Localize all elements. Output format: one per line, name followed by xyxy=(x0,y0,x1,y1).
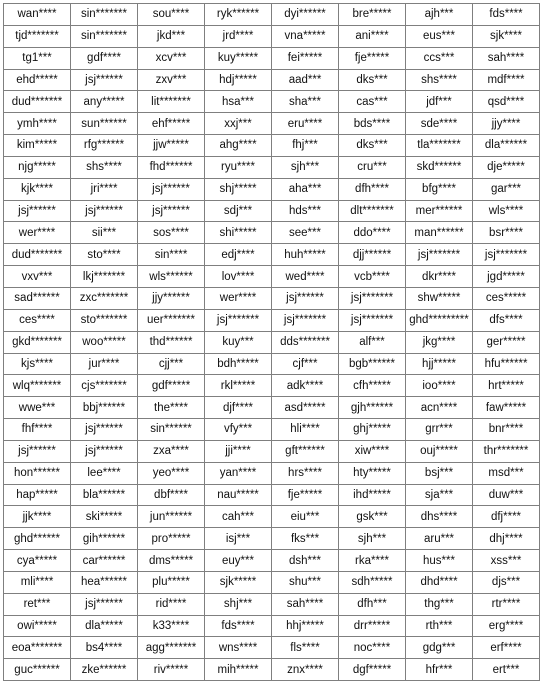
table-cell: cru*** xyxy=(339,156,406,178)
table-row xyxy=(4,113,540,135)
table-cell: rkl***** xyxy=(205,375,272,397)
table-cell: sin******* xyxy=(71,25,138,47)
table-cell: xcv*** xyxy=(138,47,205,69)
table-row xyxy=(4,331,540,353)
table-cell: znx**** xyxy=(272,659,339,681)
table-cell: fds**** xyxy=(473,4,540,26)
table-cell: fje***** xyxy=(272,484,339,506)
table-cell: sdj*** xyxy=(205,200,272,222)
table-cell: wns**** xyxy=(205,637,272,659)
table-cell: wed**** xyxy=(272,266,339,288)
table-cell: sja*** xyxy=(406,484,473,506)
table-cell: rth*** xyxy=(406,615,473,637)
table-cell: hea****** xyxy=(71,571,138,593)
table-cell: lee**** xyxy=(71,462,138,484)
table-cell: dla***** xyxy=(71,615,138,637)
table-cell: dms***** xyxy=(138,550,205,572)
table-cell: mer****** xyxy=(406,200,473,222)
table-cell: vfy*** xyxy=(205,419,272,441)
table-cell: zxc******* xyxy=(71,287,138,309)
table-cell: aad*** xyxy=(272,69,339,91)
table-cell: sah**** xyxy=(473,47,540,69)
table-cell: gdg*** xyxy=(406,637,473,659)
table-cell: sou**** xyxy=(138,4,205,26)
table-row xyxy=(4,47,540,69)
table-cell: kuy*** xyxy=(205,331,272,353)
table-cell: ddo**** xyxy=(339,222,406,244)
table-cell: gsk*** xyxy=(339,506,406,528)
table-cell: ces***** xyxy=(473,287,540,309)
table-cell: hus*** xyxy=(406,550,473,572)
table-row xyxy=(4,375,540,397)
table-row xyxy=(4,135,540,157)
table-cell: hty***** xyxy=(339,462,406,484)
table-cell: sin****** xyxy=(138,419,205,441)
table-cell: bgb****** xyxy=(339,353,406,375)
table-cell: wer**** xyxy=(4,222,71,244)
table-cell: lkj******* xyxy=(71,266,138,288)
table-cell: ymh**** xyxy=(4,113,71,135)
table-cell: shj*** xyxy=(205,593,272,615)
table-cell: jsj******* xyxy=(473,244,540,266)
table-cell: any***** xyxy=(71,91,138,113)
table-cell: bbj****** xyxy=(71,397,138,419)
table-cell: dkr**** xyxy=(406,266,473,288)
table-cell: shj***** xyxy=(205,178,272,200)
table-cell: jsj******* xyxy=(339,309,406,331)
table-cell: shs**** xyxy=(71,156,138,178)
table-cell: man****** xyxy=(406,222,473,244)
table-cell: sjk**** xyxy=(473,25,540,47)
table-cell: lov**** xyxy=(205,266,272,288)
table-row xyxy=(4,419,540,441)
table-cell: alf*** xyxy=(339,331,406,353)
table-cell: sah**** xyxy=(272,593,339,615)
table-cell: sjh*** xyxy=(272,156,339,178)
table-cell: erg**** xyxy=(473,615,540,637)
table-cell: hjj***** xyxy=(406,353,473,375)
table-cell: kjk**** xyxy=(4,178,71,200)
table-row xyxy=(4,440,540,462)
table-cell: jsj****** xyxy=(272,287,339,309)
table-cell: shi***** xyxy=(205,222,272,244)
table-cell: ioo**** xyxy=(406,375,473,397)
table-cell: vxv*** xyxy=(4,266,71,288)
table-cell: jsj****** xyxy=(71,69,138,91)
table-cell: wls****** xyxy=(138,266,205,288)
masked-name-table xyxy=(3,3,540,681)
table-cell: mih***** xyxy=(205,659,272,681)
table-cell: gjh****** xyxy=(339,397,406,419)
table-cell: tg1*** xyxy=(4,47,71,69)
table-cell: skd****** xyxy=(406,156,473,178)
table-row xyxy=(4,266,540,288)
table-cell: djj****** xyxy=(339,244,406,266)
table-cell: ccs*** xyxy=(406,47,473,69)
table-cell: bs4**** xyxy=(71,637,138,659)
table-cell: agg******* xyxy=(138,637,205,659)
table-cell: aha*** xyxy=(272,178,339,200)
table-cell: njg***** xyxy=(4,156,71,178)
table-cell: jsj****** xyxy=(71,200,138,222)
table-cell: qsd**** xyxy=(473,91,540,113)
table-row xyxy=(4,397,540,419)
table-cell: hap***** xyxy=(4,484,71,506)
table-cell: ghd********* xyxy=(406,309,473,331)
table-cell: jdf*** xyxy=(406,91,473,113)
table-cell: ehd***** xyxy=(4,69,71,91)
table-cell: sjh*** xyxy=(339,528,406,550)
table-cell: rtr**** xyxy=(473,593,540,615)
table-cell: xss*** xyxy=(473,550,540,572)
table-cell: gdf**** xyxy=(71,47,138,69)
table-cell: fje***** xyxy=(339,47,406,69)
table-cell: sde**** xyxy=(406,113,473,135)
table-cell: dud******* xyxy=(4,91,71,113)
table-cell: thr******* xyxy=(473,440,540,462)
table-cell: gkd******* xyxy=(4,331,71,353)
table-cell: dsh*** xyxy=(272,550,339,572)
table-cell: sjk***** xyxy=(205,571,272,593)
table-cell: jji**** xyxy=(205,440,272,462)
table-cell: jri**** xyxy=(71,178,138,200)
table-cell: the**** xyxy=(138,397,205,419)
table-cell: duw*** xyxy=(473,484,540,506)
table-cell: k33**** xyxy=(138,615,205,637)
table-cell: euy*** xyxy=(205,550,272,572)
table-cell: jsj****** xyxy=(4,200,71,222)
masked-name-table-container xyxy=(3,3,540,681)
table-cell: dgf***** xyxy=(339,659,406,681)
table-cell: jur**** xyxy=(71,353,138,375)
table-cell: wls**** xyxy=(473,200,540,222)
table-cell: dhd**** xyxy=(406,571,473,593)
table-cell: cas*** xyxy=(339,91,406,113)
table-cell: erf**** xyxy=(473,637,540,659)
table-cell: ahg**** xyxy=(205,135,272,157)
table-cell: uer******* xyxy=(138,309,205,331)
table-cell: ihd***** xyxy=(339,484,406,506)
table-cell: sha*** xyxy=(272,91,339,113)
table-cell: djs*** xyxy=(473,571,540,593)
table-row xyxy=(4,4,540,26)
table-cell: hon****** xyxy=(4,462,71,484)
table-cell: fks*** xyxy=(272,528,339,550)
table-cell: sto**** xyxy=(71,244,138,266)
table-cell: jjk**** xyxy=(4,506,71,528)
table-cell: msd*** xyxy=(473,462,540,484)
table-cell: woo***** xyxy=(71,331,138,353)
table-cell: vcb**** xyxy=(339,266,406,288)
table-cell: jsj****** xyxy=(71,419,138,441)
table-cell: cjf*** xyxy=(272,353,339,375)
table-cell: bsr**** xyxy=(473,222,540,244)
table-cell: hsa*** xyxy=(205,91,272,113)
table-cell: sii*** xyxy=(71,222,138,244)
table-cell: dlt******* xyxy=(339,200,406,222)
table-cell: dfh**** xyxy=(339,178,406,200)
table-cell: rid**** xyxy=(138,593,205,615)
table-cell: huh***** xyxy=(272,244,339,266)
table-row xyxy=(4,69,540,91)
table-cell: eiu*** xyxy=(272,506,339,528)
table-cell: thd****** xyxy=(138,331,205,353)
table-cell: ryk****** xyxy=(205,4,272,26)
table-cell: dks*** xyxy=(339,135,406,157)
table-cell: bds**** xyxy=(339,113,406,135)
table-row xyxy=(4,528,540,550)
table-cell: cjs******* xyxy=(71,375,138,397)
table-cell: sin******* xyxy=(71,4,138,26)
table-cell: kjs**** xyxy=(4,353,71,375)
table-row xyxy=(4,244,540,266)
table-row xyxy=(4,506,540,528)
table-cell: wlq******* xyxy=(4,375,71,397)
table-row xyxy=(4,287,540,309)
table-row xyxy=(4,484,540,506)
table-cell: ghj***** xyxy=(339,419,406,441)
table-cell: jsj****** xyxy=(4,440,71,462)
table-cell: cya***** xyxy=(4,550,71,572)
table-cell: fhd****** xyxy=(138,156,205,178)
table-cell: jkd*** xyxy=(138,25,205,47)
table-row xyxy=(4,91,540,113)
table-cell: cfh***** xyxy=(339,375,406,397)
table-cell: cah*** xyxy=(205,506,272,528)
table-cell: hdj***** xyxy=(205,69,272,91)
table-cell: hds*** xyxy=(272,200,339,222)
table-cell: ehf***** xyxy=(138,113,205,135)
table-cell: riv***** xyxy=(138,659,205,681)
table-cell: fhf**** xyxy=(4,419,71,441)
table-cell: jsj******* xyxy=(272,309,339,331)
table-cell: bla****** xyxy=(71,484,138,506)
table-cell: car****** xyxy=(71,550,138,572)
table-cell: ert*** xyxy=(473,659,540,681)
table-cell: jsj******* xyxy=(339,287,406,309)
table-cell: bnr**** xyxy=(473,419,540,441)
table-row xyxy=(4,25,540,47)
table-cell: djf**** xyxy=(205,397,272,419)
table-cell: eru**** xyxy=(272,113,339,135)
table-cell: dks*** xyxy=(339,69,406,91)
table-cell: gft****** xyxy=(272,440,339,462)
table-cell: jsj****** xyxy=(71,440,138,462)
table-cell: shu*** xyxy=(272,571,339,593)
table-cell: cjj*** xyxy=(138,353,205,375)
table-cell: guc****** xyxy=(4,659,71,681)
table-cell: ger***** xyxy=(473,331,540,353)
table-cell: see*** xyxy=(272,222,339,244)
table-cell: tjd******* xyxy=(4,25,71,47)
table-cell: zke****** xyxy=(71,659,138,681)
table-cell: faw***** xyxy=(473,397,540,419)
table-cell: plu***** xyxy=(138,571,205,593)
table-cell: fei***** xyxy=(272,47,339,69)
table-cell: ani**** xyxy=(339,25,406,47)
table-cell: noc**** xyxy=(339,637,406,659)
table-cell: wer**** xyxy=(205,287,272,309)
table-cell: jsj****** xyxy=(71,593,138,615)
table-cell: isj*** xyxy=(205,528,272,550)
table-row xyxy=(4,593,540,615)
table-cell: acn**** xyxy=(406,397,473,419)
table-row xyxy=(4,178,540,200)
table-cell: jsj****** xyxy=(138,200,205,222)
table-cell: vna***** xyxy=(272,25,339,47)
table-cell: dfs**** xyxy=(473,309,540,331)
table-cell: dfh*** xyxy=(339,593,406,615)
table-cell: hli**** xyxy=(272,419,339,441)
table-cell: fds**** xyxy=(205,615,272,637)
table-cell: dud******* xyxy=(4,244,71,266)
table-cell: gih****** xyxy=(71,528,138,550)
table-cell: jjy**** xyxy=(473,113,540,135)
table-row xyxy=(4,571,540,593)
table-cell: hfu****** xyxy=(473,353,540,375)
table-cell: bsj*** xyxy=(406,462,473,484)
table-cell: mli**** xyxy=(4,571,71,593)
table-row xyxy=(4,222,540,244)
table-row xyxy=(4,637,540,659)
table-cell: jsj****** xyxy=(138,178,205,200)
table-cell: sun****** xyxy=(71,113,138,135)
table-cell: yan**** xyxy=(205,462,272,484)
table-cell: asd***** xyxy=(272,397,339,419)
table-row xyxy=(4,156,540,178)
table-cell: dds******* xyxy=(272,331,339,353)
table-cell: nau***** xyxy=(205,484,272,506)
table-cell: sos**** xyxy=(138,222,205,244)
table-cell: eoa******* xyxy=(4,637,71,659)
table-cell: ghd****** xyxy=(4,528,71,550)
table-cell: kim***** xyxy=(4,135,71,157)
table-cell: thg*** xyxy=(406,593,473,615)
table-cell: jrd**** xyxy=(205,25,272,47)
table-cell: kuy***** xyxy=(205,47,272,69)
table-cell: eus*** xyxy=(406,25,473,47)
table-cell: aru*** xyxy=(406,528,473,550)
table-cell: jkg**** xyxy=(406,331,473,353)
table-cell: lit******* xyxy=(138,91,205,113)
table-cell: shs**** xyxy=(406,69,473,91)
table-cell: tla******* xyxy=(406,135,473,157)
table-cell: xiw**** xyxy=(339,440,406,462)
table-cell: dfj**** xyxy=(473,506,540,528)
table-cell: dla****** xyxy=(473,135,540,157)
table-cell: jsj******* xyxy=(205,309,272,331)
table-cell: ryu**** xyxy=(205,156,272,178)
table-cell: fls**** xyxy=(272,637,339,659)
table-cell: bre***** xyxy=(339,4,406,26)
table-cell: jgd***** xyxy=(473,266,540,288)
table-cell: wwe*** xyxy=(4,397,71,419)
table-cell: ajh*** xyxy=(406,4,473,26)
table-cell: ret*** xyxy=(4,593,71,615)
table-cell: ces**** xyxy=(4,309,71,331)
table-row xyxy=(4,550,540,572)
table-cell: sin**** xyxy=(138,244,205,266)
table-cell: dhs**** xyxy=(406,506,473,528)
table-cell: sdh***** xyxy=(339,571,406,593)
table-cell: sad****** xyxy=(4,287,71,309)
table-cell: jun****** xyxy=(138,506,205,528)
table-cell: bfg**** xyxy=(406,178,473,200)
table-row xyxy=(4,615,540,637)
table-row xyxy=(4,659,540,681)
table-cell: zxv*** xyxy=(138,69,205,91)
table-cell: owi***** xyxy=(4,615,71,637)
table-cell: jjw***** xyxy=(138,135,205,157)
table-cell: hhj***** xyxy=(272,615,339,637)
table-cell: bdh***** xyxy=(205,353,272,375)
table-cell: gdf***** xyxy=(138,375,205,397)
table-cell: grr*** xyxy=(406,419,473,441)
table-cell: drr***** xyxy=(339,615,406,637)
table-cell: dje***** xyxy=(473,156,540,178)
table-row xyxy=(4,353,540,375)
table-cell: pro***** xyxy=(138,528,205,550)
table-row xyxy=(4,200,540,222)
table-row xyxy=(4,309,540,331)
table-cell: shw***** xyxy=(406,287,473,309)
table-cell: yeo**** xyxy=(138,462,205,484)
masked-name-table-body xyxy=(4,4,540,681)
table-cell: sto******* xyxy=(71,309,138,331)
table-cell: rka**** xyxy=(339,550,406,572)
table-cell: hrs**** xyxy=(272,462,339,484)
table-cell: hrt***** xyxy=(473,375,540,397)
table-cell: adk**** xyxy=(272,375,339,397)
table-cell: wan**** xyxy=(4,4,71,26)
table-cell: xxj*** xyxy=(205,113,272,135)
table-cell: dbf**** xyxy=(138,484,205,506)
table-cell: dhj**** xyxy=(473,528,540,550)
table-cell: hfr*** xyxy=(406,659,473,681)
table-cell: dyi****** xyxy=(272,4,339,26)
table-cell: rfg****** xyxy=(71,135,138,157)
table-row xyxy=(4,462,540,484)
table-cell: gar*** xyxy=(473,178,540,200)
table-cell: jjy****** xyxy=(138,287,205,309)
table-cell: mdf**** xyxy=(473,69,540,91)
table-cell: ski***** xyxy=(71,506,138,528)
table-cell: zxa**** xyxy=(138,440,205,462)
table-cell: ouj***** xyxy=(406,440,473,462)
table-cell: edj**** xyxy=(205,244,272,266)
table-cell: fhj*** xyxy=(272,135,339,157)
table-cell: jsj******* xyxy=(406,244,473,266)
